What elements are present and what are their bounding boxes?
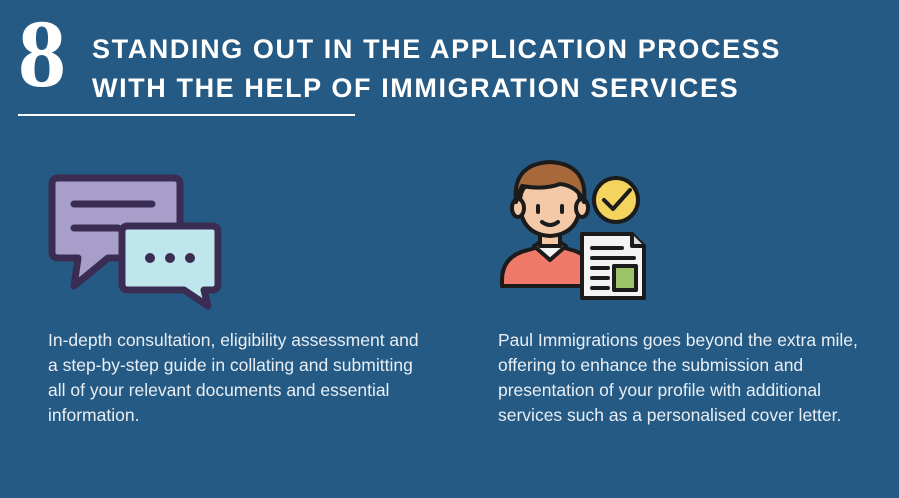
consultation-description: In-depth consultation, eligibility assessment and a step-by-step guide in collating and submitting all of your relevant documents and essential information. bbox=[48, 330, 419, 425]
person-with-document-check-icon bbox=[498, 156, 648, 302]
chat-bubbles-icon bbox=[48, 174, 224, 310]
title-line-1: STANDING OUT IN THE APPLICATION PROCESS bbox=[92, 34, 781, 64]
page-title bbox=[92, 30, 781, 108]
section-number: 8 bbox=[18, 0, 66, 107]
title-line-2: WITH THE HELP OF IMMIGRATION SERVICES bbox=[92, 73, 740, 103]
additional-services-description: Paul Immigrations goes beyond the extra mile, offering to enhance the submission and presentation of your profile with additional services such as a personalised cover letter. bbox=[498, 330, 858, 425]
title-divider bbox=[18, 114, 355, 116]
